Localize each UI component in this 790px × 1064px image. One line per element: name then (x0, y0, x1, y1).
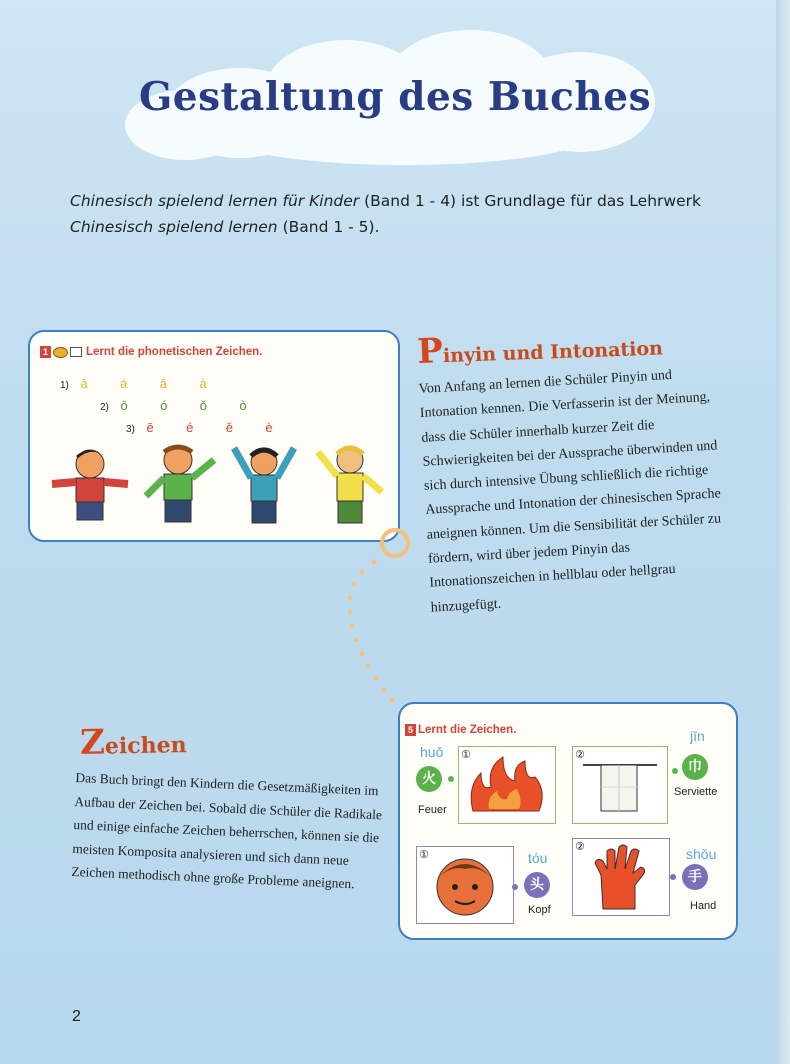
character-circle: 巾 (682, 754, 708, 780)
character-circle: 火 (416, 766, 442, 792)
pinyin-label: shǒu (686, 846, 717, 862)
pinyin-label: tóu (528, 850, 548, 866)
intro-line2-rest: (Band 1 - 5). (277, 218, 380, 236)
tone-row-o (100, 398, 275, 413)
pinyin-section-text: Von Anfang an lernen die Schüler Pinyin und Intonation kennen. Die Verfasserin ist der Meinung, dass die Schüler innerhalb kurzer Zeit die Schwierigkeiten bei der Aussprache überwinden und sich durch intensive Übung schließlich die richtige Aussprache und Intonation der chinesischen Sprache aneignen können. Um die Sensibilität der Schüler zu fördern, wird über jedem Pinyin das Intonationszeichen in hellblau oder hellgrau hinzugefügt. (418, 367, 722, 616)
exercise-instruction: Lernt die phonetischen Zeichen. (86, 346, 263, 358)
pinyin-section-title (417, 323, 664, 372)
book-title-kinder: Chinesisch spielend lernen für Kinder (70, 192, 360, 210)
exercise-number-badge: 1 (40, 346, 51, 358)
tone-mark: ǒ (199, 398, 208, 413)
hand-icon (573, 839, 669, 915)
fire-picture-frame (458, 746, 556, 824)
link-dot (512, 884, 518, 890)
tone-mark: é (186, 420, 194, 435)
tone-mark: ō (120, 398, 128, 413)
intro-line1-rest: (Band 1 - 4) ist Grundlage für das Lehrwerk (359, 192, 701, 210)
child-arms-up-illustration (226, 438, 302, 528)
title-rest: eichen (104, 732, 187, 760)
tone-mark: è (265, 420, 273, 435)
zeichen-section-title (80, 721, 187, 763)
page-title: Gestaltung des Buches (138, 74, 652, 120)
tone-mark: ě (225, 420, 234, 435)
cd-icon (53, 347, 68, 358)
item-marker: ② (575, 748, 585, 761)
character-exercise-card (398, 702, 738, 940)
tone-row-e (126, 420, 301, 435)
item-marker: ① (419, 848, 429, 861)
exercise-heading (405, 724, 516, 736)
item-marker: ① (461, 748, 471, 761)
book-icon (70, 347, 82, 357)
napkin-picture-frame (572, 746, 668, 824)
tone-mark: á (120, 376, 128, 391)
link-dot (670, 874, 676, 880)
row-label: 1) (60, 380, 69, 391)
face-icon (417, 847, 513, 923)
intro-paragraph (70, 188, 730, 240)
child-waving-illustration (138, 438, 218, 528)
tone-mark: ó (160, 398, 168, 413)
connector-ring (380, 528, 410, 558)
dotted-connector (340, 556, 410, 706)
title-initial: Z (79, 722, 106, 763)
german-word: Kopf (528, 904, 551, 916)
character-circle: 手 (682, 864, 708, 890)
tone-row-a (60, 376, 235, 391)
item-marker: ② (575, 840, 585, 853)
tone-mark: ā (80, 376, 88, 391)
child-yellow-shirt-illustration (312, 438, 388, 528)
pinyin-label: jīn (690, 728, 705, 744)
fire-icon (459, 747, 555, 823)
german-word: Feuer (418, 804, 447, 816)
title-rest: inyin und Intonation (442, 337, 664, 368)
row-label: 3) (126, 424, 135, 435)
head-picture-frame (416, 846, 514, 924)
page-edge (776, 0, 790, 1064)
character-circle: 头 (524, 872, 550, 898)
exercise-number-badge: 5 (405, 724, 416, 736)
tone-mark: ē (146, 420, 154, 435)
row-label: 2) (100, 402, 109, 413)
phonetic-exercise-card (28, 330, 400, 542)
german-word: Hand (690, 900, 717, 912)
exercise-instruction: Lernt die Zeichen. (418, 724, 517, 736)
hand-picture-frame (572, 838, 670, 916)
exercise-heading (40, 346, 262, 358)
zeichen-section-text: Das Buch bringt den Kindern die Gesetzmäßigkeiten im Aufbau der Zeichen bei. Sobald die Schüler die Radikale und einige einfache Zeichen beherrschen, können sie die meisten Komposita analysieren und sich dann neue Zeichen methodisch ohne große Probleme aneignen. (71, 769, 383, 892)
tone-mark: ǎ (159, 376, 168, 391)
title-initial: P (416, 331, 444, 372)
napkin-icon (573, 747, 667, 823)
tone-mark: à (199, 376, 207, 391)
child-arms-out-illustration (46, 444, 134, 526)
link-dot (448, 776, 454, 782)
pinyin-label: huǒ (420, 744, 444, 760)
page-number: 2 (72, 1008, 81, 1025)
tone-mark: ò (239, 398, 247, 413)
german-word: Serviette (674, 786, 718, 798)
book-title-main: Chinesisch spielend lernen (70, 218, 278, 236)
link-dot (672, 768, 678, 774)
